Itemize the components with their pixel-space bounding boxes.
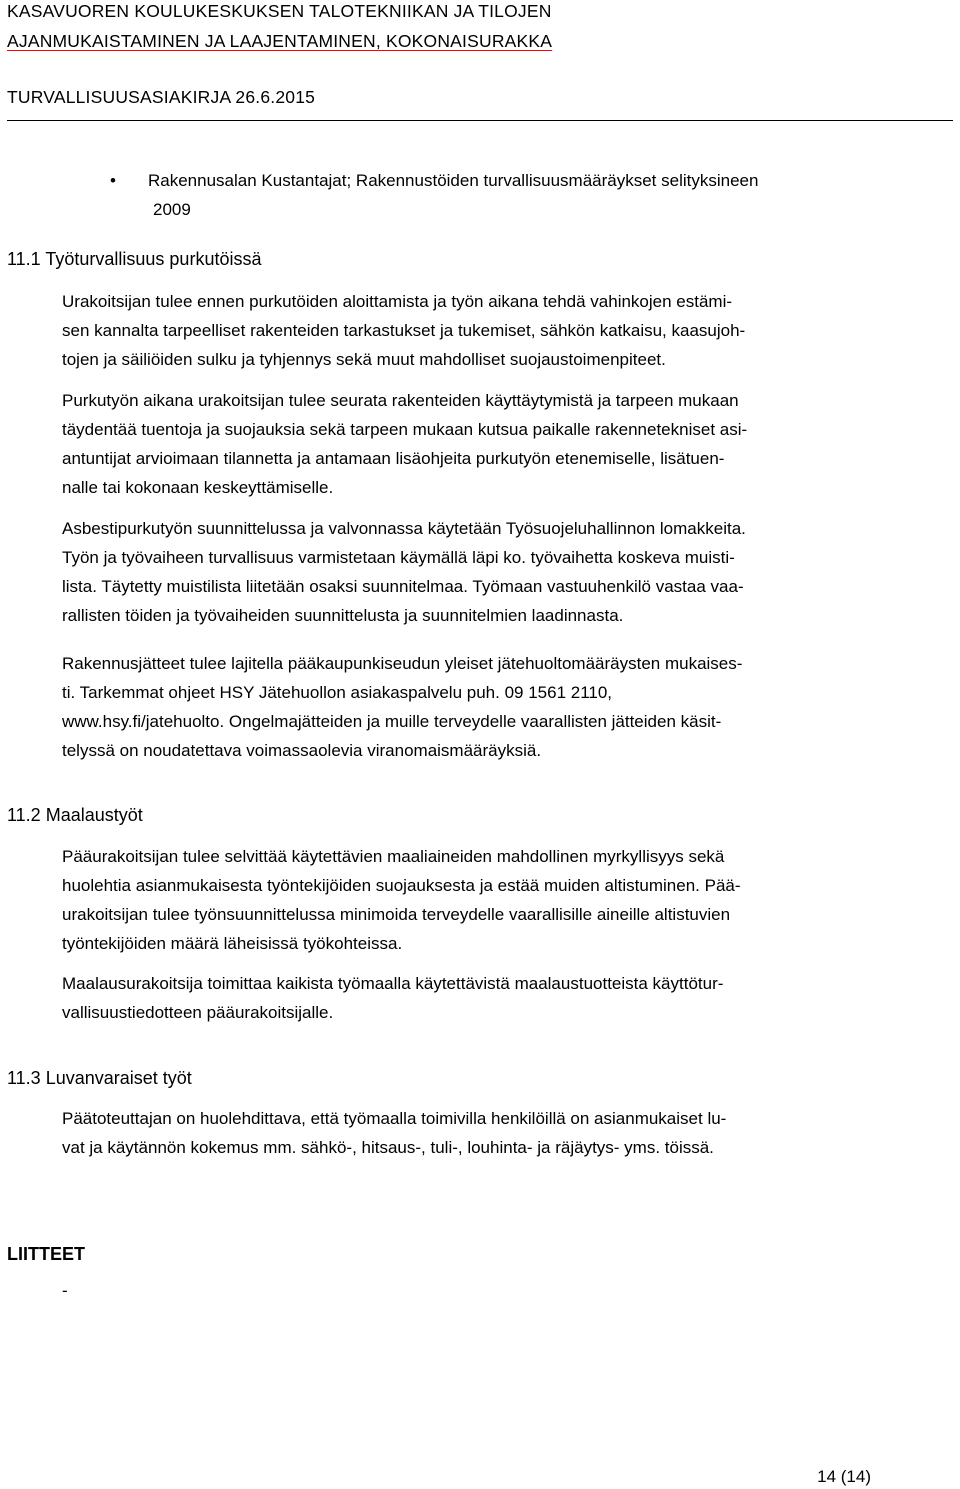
paragraph-line: www.hsy.fi/jatehuolto. Ongelmajätteiden ja muille terveydelle vaarallisten jätteiden käsit- — [62, 712, 722, 731]
paragraph — [62, 842, 872, 958]
paragraph-line: Maalausurakoitsija toimittaa kaikista työmaalla käytettävistä maalaustuotteista käyttötur- — [62, 974, 724, 993]
paragraph-line: rallisten töiden ja työvaiheiden suunnittelusta ja suunnitelmien laadinnasta. — [62, 606, 624, 625]
appendices-heading: LIITTEET — [7, 1244, 85, 1264]
paragraph — [62, 514, 872, 630]
paragraph-line: täydentää tuentoja ja suojauksia sekä tarpeen mukaan kutsua paikalle rakennetekniset asi- — [62, 420, 748, 439]
paragraph-line: Työn ja työvaiheen turvallisuus varmistetaan käymällä läpi ko. työvaihetta koskeva muisti- — [62, 548, 735, 567]
paragraph-line: vallisuustiedotteen pääurakoitsijalle. — [62, 1003, 334, 1022]
section-heading-11-3: 11.3 Luvanvaraiset työt — [7, 1068, 192, 1088]
paragraph-line: urakoitsijan tulee työnsuunnittelussa minimoida terveydelle vaarallisille aineille altistuvien — [62, 905, 731, 924]
paragraph-line: Urakoitsijan tulee ennen purkutöiden aloittamista ja työn aikana tehdä vahinkojen estämi- — [62, 292, 733, 311]
document-title-line-2: AJANMUKAISTAMINEN JA LAAJENTAMINEN, KOKONAISURAKKA — [7, 31, 553, 51]
paragraph-line: sen kannalta tarpeelliset rakenteiden tarkastukset ja tukemiset, sähkön katkaisu, kaasujoh- — [62, 321, 746, 340]
bullet-text-line: Rakennusalan Kustantajat; Rakennustöiden turvallisuusmääräykset selityksineen — [148, 171, 759, 190]
paragraph-line: Rakennusjätteet tulee lajitella pääkaupunkiseudun yleiset jätehuoltomääräysten mukaises- — [62, 654, 743, 673]
paragraph-line: antuntijat arvioimaan tilannetta ja antamaan lisäohjeita purkutyön etenemiselle, lisätuen- — [62, 449, 725, 468]
bullet-text-line: 2009 — [153, 200, 191, 219]
document-subtitle: TURVALLISUUSASIAKIRJA 26.6.2015 — [7, 87, 316, 107]
paragraph — [62, 969, 872, 1027]
paragraph — [62, 386, 872, 502]
page-number: 14 (14) — [817, 1467, 871, 1486]
paragraph-line: telyssä on noudatettava voimassaolevia viranomaismääräyksiä. — [62, 741, 542, 760]
document-title-line-1: KASAVUOREN KOULUKESKUKSEN TALOTEKNIIKAN JA TILOJEN — [7, 1, 552, 21]
paragraph-line: Asbestipurkutyön suunnittelussa ja valvonnassa käytetään Työsuojeluhallinnon lomakkeita. — [62, 519, 746, 538]
bullet-text — [148, 166, 758, 224]
paragraph-line: nalle tai kokonaan keskeyttämiselle. — [62, 478, 334, 497]
paragraph-line: vat ja käytännön kokemus mm. sähkö-, hitsaus-, tuli-, louhinta- ja räjäytys- yms. töissä. — [62, 1138, 714, 1157]
paragraph — [62, 287, 872, 374]
paragraph-line: ti. Tarkemmat ohjeet HSY Jätehuollon asiakaspalvelu puh. 09 1561 2110, — [62, 683, 613, 702]
paragraph-line: Purkutyön aikana urakoitsijan tulee seurata rakenteiden käyttäytymistä ja tarpeen mukaan — [62, 391, 739, 410]
section-heading-11-1: 11.1 Työturvallisuus purkutöissä — [7, 249, 262, 269]
appendices-content: - — [62, 1281, 68, 1300]
section-heading-11-2: 11.2 Maalaustyöt — [7, 805, 143, 825]
paragraph-line: Pääurakoitsijan tulee selvittää käytettävien maaliaineiden mahdollinen myrkyllisyys sekä — [62, 847, 725, 866]
paragraph — [62, 649, 872, 765]
paragraph — [62, 1104, 872, 1162]
paragraph-line: työntekijöiden määrä läheisissä työkohteissa. — [62, 934, 403, 953]
page-header — [7, 0, 953, 121]
paragraph-line: lista. Täytetty muistilista liitetään osaksi suunnitelmaa. Työmaan vastuuhenkilö vastaa vaa- — [62, 577, 744, 596]
paragraph-line: huolehtia asianmukaisesta työntekijöiden suojauksesta ja estää muiden altistuminen. Pää- — [62, 876, 741, 895]
paragraph-line: Päätoteuttajan on huolehdittava, että työmaalla toimivilla henkilöillä on asianmukaiset lu- — [62, 1109, 727, 1128]
bullet-icon: • — [110, 171, 116, 190]
paragraph-line: tojen ja säiliöiden sulku ja tyhjennys sekä muut mahdolliset suojaustoimenpiteet. — [62, 350, 666, 369]
